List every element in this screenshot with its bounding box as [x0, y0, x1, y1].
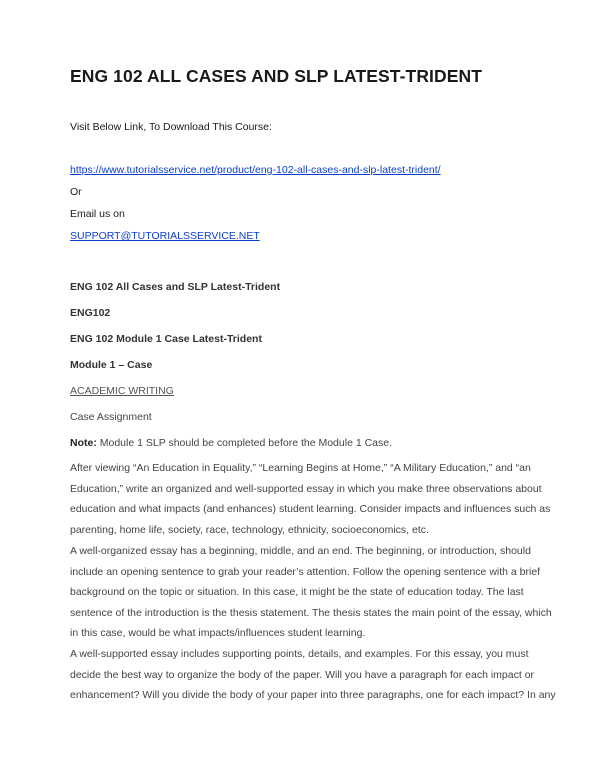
course-link[interactable]: https://www.tutorialsservice.net/product/eng-102-all-cases-and-slp-latest-trident/: [70, 164, 441, 176]
paragraph-line: in this case, would be what impacts/influences student learning.: [70, 627, 366, 639]
support-email-link[interactable]: SUPPORT@TUTORIALSSERVICE.NET: [70, 230, 260, 242]
paragraph-line: enhancement? Will you divide the body of your paper into three paragraphs, one for each impact? In any: [70, 689, 556, 701]
note-label: Note:: [70, 437, 97, 449]
section-heading-all-cases: ENG 102 All Cases and SLP Latest-Trident: [70, 281, 281, 293]
module-case-heading: ENG 102 Module 1 Case Latest-Trident: [70, 333, 262, 345]
paragraph-line: parenting, home life, society, race, technology, ethnicity, socioeconomics, etc.: [70, 523, 429, 536]
course-code-heading: ENG102: [70, 307, 111, 319]
paragraph-line: include an opening sentence to grab your reader’s attention. Follow the opening sentence with a brief: [70, 565, 541, 578]
paragraph-line: A well-organized essay has a beginning, middle, and an end. The beginning, or introduction, should: [70, 545, 531, 557]
paragraph-line: sentence of the introduction is the thesis statement. The thesis states the main point of the essay, which: [70, 606, 552, 619]
note-text: Module 1 SLP should be completed before the Module 1 Case.: [96, 437, 393, 449]
paragraph-3: [70, 644, 556, 706]
or-text: Or: [70, 186, 82, 198]
paragraph-2: [70, 541, 552, 644]
case-assignment-label: Case Assignment: [70, 411, 152, 423]
visit-text: Visit Below Link, To Download This Course:: [70, 121, 272, 133]
paragraph-line: Education,” write an organized and well-supported essay in which you make three observations about: [70, 482, 542, 495]
document-title: ENG 102 ALL CASES AND SLP LATEST-TRIDENT: [70, 66, 483, 86]
email-text: Email us on: [70, 208, 125, 220]
module-1-case-heading: Module 1 – Case: [70, 359, 153, 371]
note-line: [70, 437, 392, 449]
paragraph-1: [70, 458, 551, 540]
paragraph-line: education and what impacts (and enhances) student learning. Consider impacts and influences such as: [70, 503, 551, 515]
paragraph-line: A well-supported essay includes supporting points, details, and examples. For this essay, you must: [70, 648, 529, 660]
paragraph-line: After viewing “An Education in Equality,” “Learning Begins at Home,” “A Military Education,” and “an: [70, 462, 531, 474]
academic-writing-link[interactable]: ACADEMIC WRITING: [70, 385, 174, 397]
paragraph-line: decide the best way to organize the body of the paper. Will you have a paragraph for each impact or: [70, 668, 535, 681]
paragraph-line: background on the topic or situation. In this case, it might be the state of education today. The last: [70, 586, 524, 598]
